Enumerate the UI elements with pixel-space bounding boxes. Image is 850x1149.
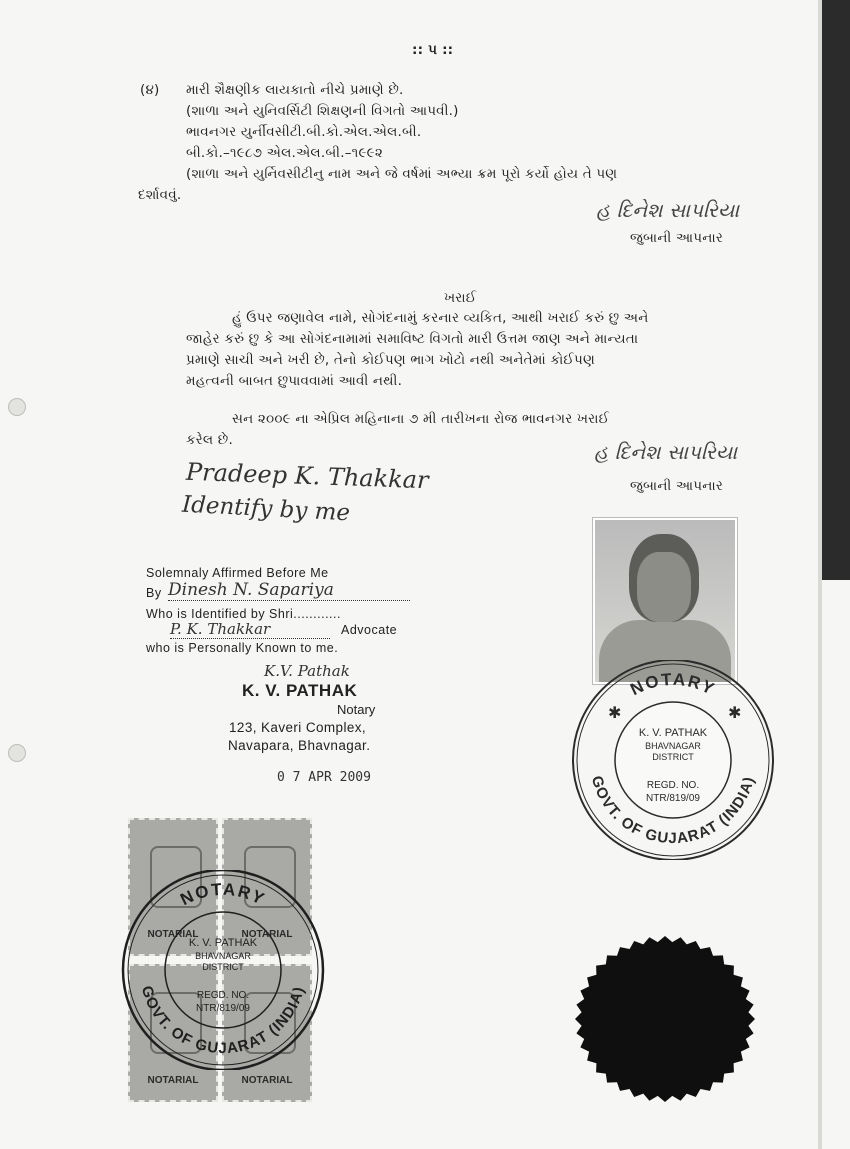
deponent-label: જુબાની આપનાર [630,230,724,246]
seal-regd: REGD. NO. [196,990,250,1001]
affirm-line: Solemnaly Affirmed Before Me [146,566,329,580]
seal-regno: NTR/819/09 [646,793,700,804]
seal-district: BHAVNAGAR [195,951,251,961]
seal-name: K. V. PATHAK [188,937,258,949]
notarial-stamp: NOTARIAL [128,964,218,1102]
oath-heading: ખરાઈ [444,290,477,306]
notary-date-stamp: 0 7 APR 2009 [277,770,371,785]
deponent-signature: હ દિનેશ સાપરિયા [594,440,738,464]
page-number: :: ૫ :: [412,42,454,58]
section-line: ભાવનગર યુર્નીવસીટી.બી.કો.એલ.એલ.બી. [186,124,422,140]
seal-regno: NTR/819/09 [196,1003,250,1014]
oath-line: મહત્વની બાબત છુપાવવામાં આવી નથી. [186,373,403,389]
seal-top-text: NOTARY [177,879,269,910]
notary-address: Navapara, Bhavnagar. [228,738,371,753]
seal-district: BHAVNAGAR [645,741,701,751]
seal-bottom-text: GOVT. OF GUJARAT (INDIA) [587,773,759,848]
scan-edge-shadow [822,0,850,580]
wafer-seal [574,935,756,1103]
section-line: (શાળા અને યુર્નિવસીટીનુ નામ અને જે વર્ષમાં અભ્યા ક્રમ પૂરો કર્યો હોય તે પણ [186,166,618,182]
deponent-label: જુબાની આપનાર [630,478,724,494]
notary-signature: K.V. Pathak [264,662,350,680]
advocate-name: P. K. Thakkar [170,620,330,639]
seal-bottom-text: GOVT. OF GUJARAT (INDIA) [137,983,309,1058]
seal-top-text: NOTARY [627,669,719,700]
seal-star-icon: ✱ [728,703,742,722]
notary-address: 123, Kaveri Complex, [229,720,367,735]
oath-date-line: કરેલ છે. [186,432,233,448]
advocate-label: Advocate [341,623,398,637]
deponent-signature: હ દિનેશ સાપરિયા [596,198,740,222]
notarial-stamp: NOTARIAL [128,818,218,956]
notary-name: K. V. PATHAK [242,681,358,700]
scan-edge-line [818,0,822,1149]
notarial-stamp: NOTARIAL [222,818,312,956]
seal-district: DISTRICT [202,962,244,972]
oath-line: હું ઉપર જણાવેલ નામે, સોગંદનામું કરનાર વ્યકિત, આથી ખરાઈ કરું છુ અને [232,310,649,326]
section-line: દર્શાવવું. [138,187,182,203]
oath-line: જાહેર કરું છુ કે આ સોગંદનામામાં સમાવિષ્ટ વિગતો મારી ઉત્તમ જાણ અને માન્યતા [186,331,639,347]
identifier-signature: Pradeep K. Thakkar [185,457,429,495]
notary-title: Notary [337,702,376,717]
seal-star-icon: ✱ [608,703,622,722]
svg-text:NOTARY [177,880,268,910]
affirm-line: who is Personally Known to me. [146,641,339,655]
section-line: (શાળા અને યુનિવર્સિટી શિક્ષણની વિગતો આપવી.) [186,103,459,119]
affirm-line: Who is Identified by Shri............ [146,607,341,621]
section-line: બી.કો.–૧૯૮૭ એલ.એલ.બી.–૧૯૯૨ [186,145,383,161]
section-line: મારી શૈક્ષણીક લાયકાતો નીચે પ્રમાણે છે. [186,82,404,98]
oath-date-line: સન ૨૦૦૯ ના એપ્રિલ મહિનાના ૭ મી તારીખના રોજ ભાવનગર ખરાઈ [232,411,610,427]
svg-text:NOTARY [627,670,718,700]
punch-hole [8,744,26,762]
affirm-by-label: By [146,586,162,600]
notary-seal [118,870,328,1070]
identify-note: Identify by me [181,491,351,527]
seal-regd: REGD. NO. [646,780,700,791]
notary-seal [568,660,778,860]
seal-district: DISTRICT [652,752,694,762]
seal-name: K. V. PATHAK [638,727,708,739]
punch-hole [8,398,26,416]
affirm-by-name: Dinesh N. Sapariya [168,580,410,601]
section-number: (૪) [140,82,160,98]
oath-line: પ્રમાણે સાચી અને ખરી છે, તેનો કોઈપણ ભાગ ખોટો નથી અનેતેમાં કોઈપણ [186,352,595,368]
notarial-stamp: NOTARIAL [222,964,312,1102]
